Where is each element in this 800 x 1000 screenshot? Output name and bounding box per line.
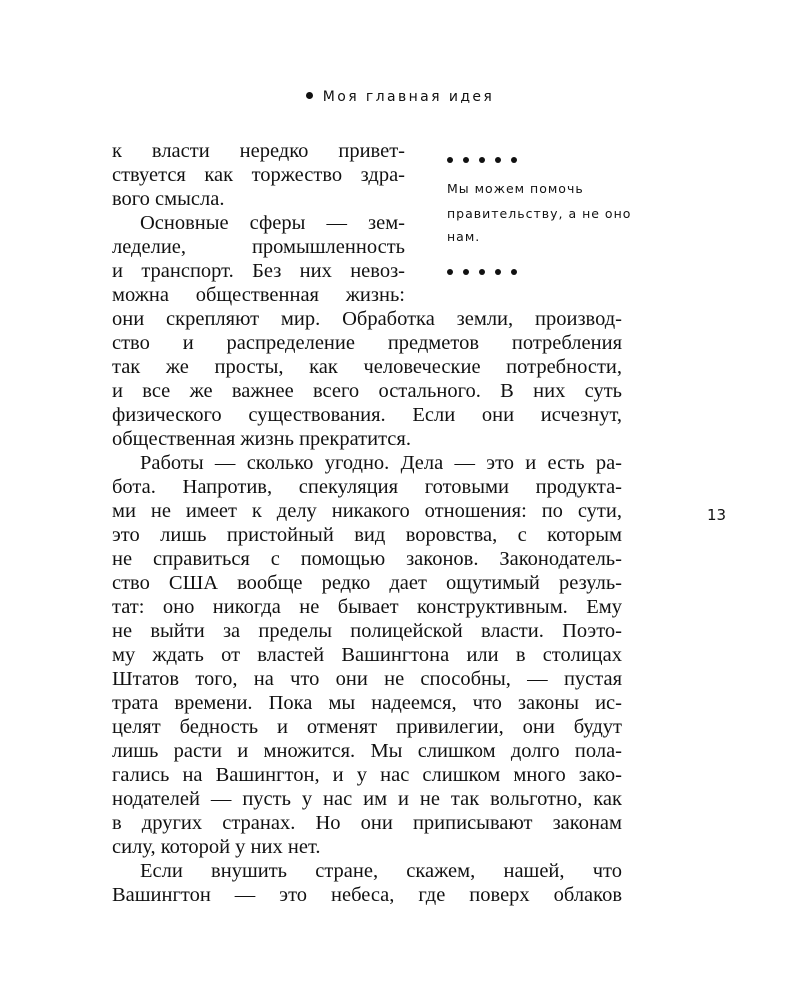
body-line: вого смысла. (112, 188, 225, 210)
body-line: Работы — сколько угодно. Дела — это и есть ра- (140, 452, 622, 474)
body-line: леделие, промышленность (112, 236, 405, 258)
body-line: это лишь пристойный вид воровства, с которым (112, 524, 622, 546)
body-line: ство и распределение предметов потребления (112, 332, 622, 354)
body-line: ми не имеет к делу никакого отношения: по сути, (112, 500, 622, 522)
body-line: му ждать от властей Вашингтона или в столицах (112, 644, 622, 666)
body-line: Если внушить стране, скажем, нашей, что (140, 860, 622, 882)
pull-quote-line-1: Мы можем помочь (447, 181, 584, 196)
body-line: лишь расти и множится. Мы слишком долго пола- (112, 740, 622, 762)
running-head-text: Моя главная идея (322, 89, 495, 105)
body-line: так же просты, как человеческие потребности, (112, 356, 622, 378)
pull-quote-line-3: нам. (447, 229, 481, 244)
body-line: целят бедность и отменят привилегии, они будут (112, 716, 622, 738)
body-line: и все же важнее всего остального. В них суть (112, 380, 622, 402)
page-number: 13 (707, 506, 727, 524)
body-line: Штатов того, на что они не способны, — пустая (112, 668, 622, 690)
body-line: не справиться с помощью законов. Законодатель- (112, 548, 622, 570)
bullet-icon (306, 92, 313, 99)
body-line: общественная жизнь прекратится. (112, 428, 411, 450)
body-line: и транспорт. Без них невоз- (112, 260, 405, 282)
body-line: они скрепляют мир. Обработка земли, производ- (112, 308, 622, 330)
body-line: не выйти за пределы полицейской власти. Поэто- (112, 620, 622, 642)
body-line: в других странах. Но они приписывают законам (112, 812, 622, 834)
pull-quote-dots-bottom (447, 262, 527, 270)
body-line: бота. Напротив, спекуляция готовыми продукта- (112, 476, 622, 498)
body-line: нодателей — пусть у нас им и не так вольготно, как (112, 788, 622, 810)
body-line: Вашингтон — это небеса, где поверх облаков (112, 884, 622, 906)
body-line: тат: оно никогда не бывает конструктивным. Ему (112, 596, 622, 618)
body-line: трата времени. Пока мы надеемся, что законы ис- (112, 692, 622, 714)
pull-quote-dots-top (447, 150, 527, 158)
body-line: физического существования. Если они исчезнут, (112, 404, 622, 426)
body-line: ство США вообще редко дает ощутимый резуль- (112, 572, 622, 594)
body-line: к власти нередко привет- (112, 140, 405, 162)
pull-quote-line-2: правительству, а не оно (447, 206, 632, 221)
body-line: Основные сферы — зем- (140, 212, 405, 234)
body-line: силу, которой у них нет. (112, 836, 321, 858)
body-line: ствуется как торжество здра- (112, 164, 405, 186)
running-head (0, 89, 800, 105)
body-line: можна общественная жизнь: (112, 284, 405, 306)
body-line: гались на Вашингтон, и у нас слишком много зако- (112, 764, 622, 786)
